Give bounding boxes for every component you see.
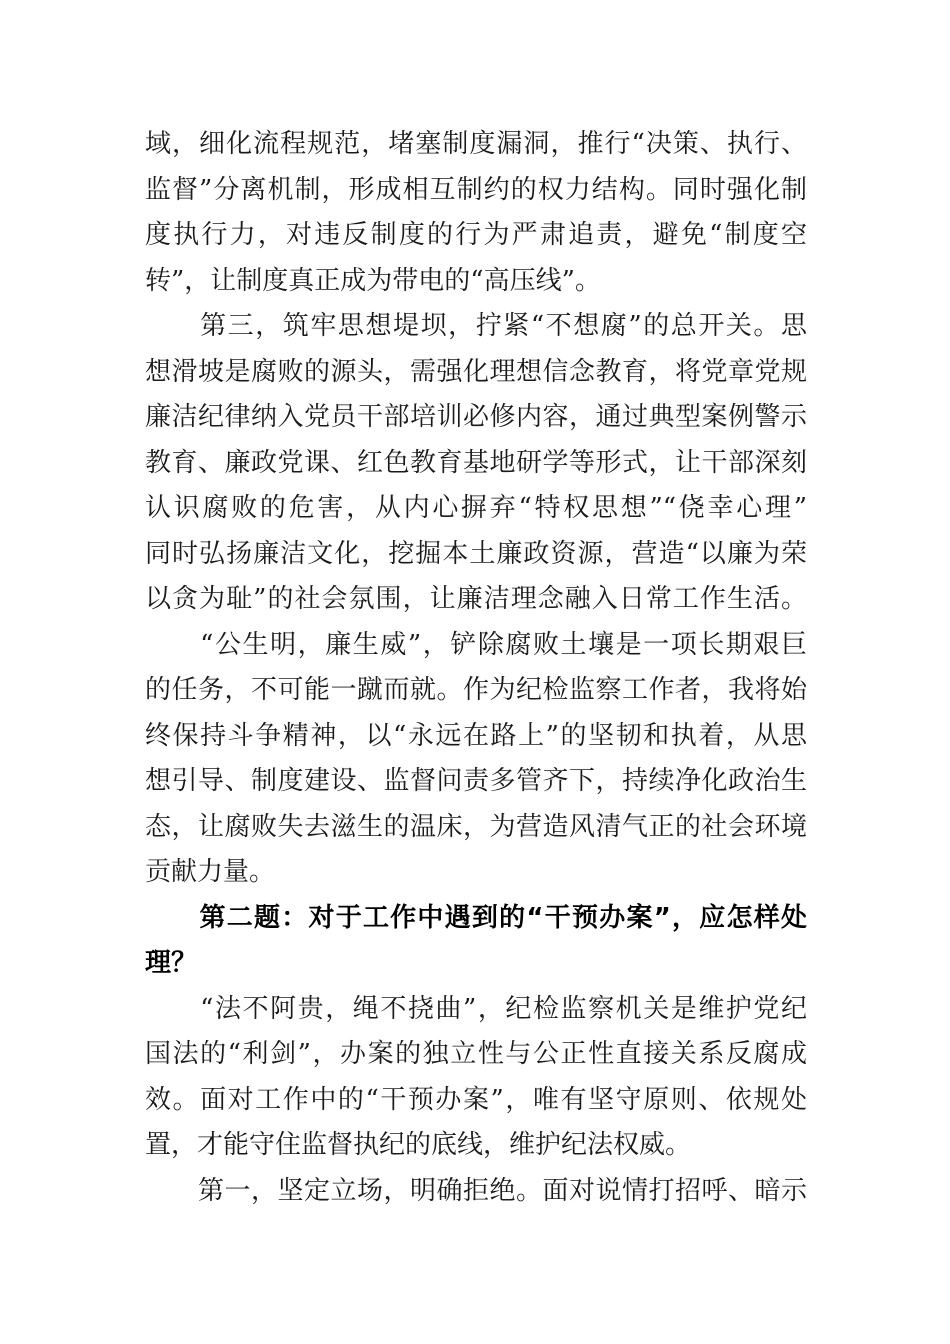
text-line: 效。面对工作中的“干预办案”，唯有坚守原则、依规处 [145, 1084, 807, 1115]
text-line: “公生明，廉生威”，铲除腐败土壤是一项长期艰巨 [145, 629, 807, 660]
text-line: 态，让腐败失去滋生的温床，为营造风清气正的社会环境 [145, 811, 807, 842]
text-line: 同时弘扬廉洁文化，挖掘本土廉政资源，营造“以廉为荣 [145, 538, 807, 569]
question-heading: 理？ [145, 948, 198, 978]
document-body [145, 122, 807, 1214]
text-line: 的任务，不可能一蹴而就。作为纪检监察工作者，我将始 [145, 675, 807, 705]
text-line: 以贪为耻”的社会氛围，让廉洁理念融入日常工作生活。 [145, 584, 807, 614]
text-line: 教育、廉政党课、红色教育基地研学等形式，让干部深刻 [145, 447, 807, 478]
text-line: 第三，筑牢思想堤坝，拧紧“不想腐”的总开关。思 [145, 311, 807, 341]
question-heading: 第二题：对于工作中遇到的“干预办案”，应怎样处 [145, 902, 807, 933]
text-line: 监督”分离机制，形成相互制约的权力结构。同时强化制 [145, 174, 807, 205]
text-line: 转”，让制度真正成为带电的“高压线”。 [145, 265, 601, 296]
text-line: 度执行力，对违反制度的行为严肃追责，避免“制度空 [145, 220, 807, 250]
text-line: 域，细化流程规范，堵塞制度漏洞，推行“决策、执行、 [145, 129, 807, 159]
text-line: 想滑坡是腐败的源头，需强化理想信念教育，将党章党规 [145, 356, 807, 387]
text-line: 终保持斗争精神，以“永远在路上”的坚韧和执着，从思 [145, 720, 807, 751]
text-line: 国法的“利剑”，办案的独立性与公正性直接关系反腐成 [145, 1039, 807, 1069]
text-line: 贡献力量。 [145, 857, 276, 887]
text-line: 第一，坚定立场，明确拒绝。面对说情打招呼、暗示 [145, 1175, 807, 1206]
text-line: 认识腐败的危害，从内心摒弃“特权思想”“侥幸心理” [145, 493, 807, 523]
text-line: “法不阿贵，绳不挠曲”，纪检监察机关是维护党纪 [145, 993, 807, 1024]
text-line: 置，才能守住监督执纪的底线，维护纪法权威。 [145, 1130, 692, 1160]
text-line: 廉洁纪律纳入党员干部培训必修内容，通过典型案例警示 [145, 402, 807, 432]
text-line: 想引导、制度建设、监督问责多管齐下，持续净化政治生 [145, 766, 807, 796]
